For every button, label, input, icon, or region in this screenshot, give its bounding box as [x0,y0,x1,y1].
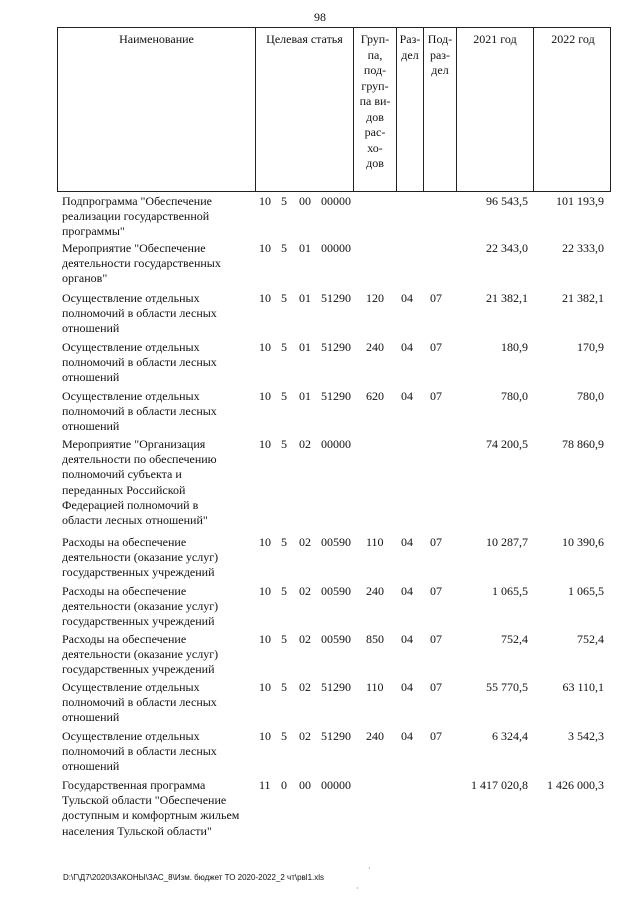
code-program: 10 [259,535,271,549]
header-group-line: па, [367,47,383,62]
footer-file-path: D:\Г\Д7\2020\ЗАКОНЫ\ЗАС_8\Изм. бюджет ТО 2020-2022_2 чт\рвl1.xls [63,873,325,882]
row-name-line: органов" [62,271,108,286]
cell-group: 850 [366,632,384,646]
row-name [62,680,252,726]
cell-2022: 780,0 [577,389,604,403]
cell-section: 04 [401,340,413,354]
code-direction: 51290 [321,729,351,743]
row-name-line: Государственная программа [62,778,206,792]
row-name [62,778,252,839]
cell-subsection: 07 [430,632,442,646]
row-name-line: переданных Российской [62,482,186,497]
cell-2021: 180,9 [501,340,528,354]
code-direction: 51290 [321,680,351,694]
code-subprogram: 5 [281,437,287,451]
row-name-line: Расходы на обеспечение [62,535,187,549]
cell-group: 240 [366,729,384,743]
code-direction: 51290 [321,389,351,403]
header-group-line: Груп- [360,32,390,46]
code-program: 10 [259,194,271,208]
row-name-line: Расходы на обеспечение [62,584,187,598]
row-name-line: отношений [62,759,120,774]
scan-speck: · [368,864,371,873]
row-name-line: Подпрограмма "Обеспечение [62,194,212,208]
page-number: 98 [314,10,326,24]
header-group-line: рас- [364,125,386,139]
cell-subsection: 07 [430,291,442,305]
row-name-line: Тульской области "Обеспечение [62,793,227,808]
row-name-line: государственных учреждений [62,614,215,629]
row-name [62,241,252,287]
row-name-line: Мероприятие "Обеспечение [62,241,206,255]
code-program: 11 [259,778,271,792]
row-name-line: полномочий в области лесных [62,404,217,419]
code-program: 10 [259,729,271,743]
cell-2021: 780,0 [501,389,528,403]
code-subprogram: 5 [281,680,287,694]
cell-section: 04 [401,291,413,305]
row-name-line: полномочий в области лесных [62,695,217,710]
row-name-line: полномочий в области лесных [62,355,217,370]
code-subprogram: 5 [281,729,287,743]
cell-section: 04 [401,729,413,743]
row-name [62,194,252,240]
cell-2022: 1 426 000,3 [547,778,604,792]
row-name-line: государственных учреждений [62,662,215,677]
row-name-line: Осуществление отдельных [62,729,200,743]
cell-2022: 78 860,9 [562,437,604,451]
scan-speck: · [356,884,359,893]
row-name [62,340,252,386]
code-activity: 02 [299,584,311,598]
cell-section: 04 [401,632,413,646]
cell-2021: 55 770,5 [486,680,528,694]
code-program: 10 [259,680,271,694]
row-name-line: Осуществление отдельных [62,389,200,403]
code-direction: 00590 [321,632,351,646]
code-direction: 00590 [321,535,351,549]
row-name-line: Осуществление отдельных [62,291,200,305]
code-activity: 02 [299,729,311,743]
code-program: 10 [259,291,271,305]
cell-subsection: 07 [430,535,442,549]
cell-2022: 21 382,1 [562,291,604,305]
cell-2022: 3 542,3 [568,729,604,743]
row-name-line: отношений [62,710,120,725]
code-activity: 01 [299,340,311,354]
header-group [353,28,396,191]
cell-subsection: 07 [430,340,442,354]
row-name-line: деятельности по обеспечению [62,452,217,467]
code-subprogram: 5 [281,535,287,549]
row-name-line: реализации государственной [62,209,210,224]
header-subsection-line: раз- [429,47,451,62]
row-name-line: деятельности (оказание услуг) [62,599,219,614]
code-direction: 51290 [321,340,351,354]
cell-2022: 10 390,6 [562,535,604,549]
code-subprogram: 5 [281,632,287,646]
cell-section: 04 [401,584,413,598]
cell-subsection: 07 [430,680,442,694]
code-direction: 00000 [321,778,351,792]
header-target-article: Целевая статья [255,28,353,191]
cell-subsection: 07 [430,389,442,403]
code-program: 10 [259,632,271,646]
row-name [62,584,252,630]
code-program: 10 [259,340,271,354]
code-program: 10 [259,437,271,451]
cell-2022: 752,4 [577,632,604,646]
code-activity: 02 [299,632,311,646]
row-name-line: государственных учреждений [62,565,215,580]
cell-2022: 170,9 [577,340,604,354]
code-direction: 00000 [321,437,351,451]
header-group-line: па ви- [359,94,391,108]
row-name-line: Осуществление отдельных [62,680,200,694]
cell-subsection: 07 [430,584,442,598]
header-group-line: дов [366,109,384,124]
cell-subsection: 07 [430,729,442,743]
cell-2022: 101 193,9 [556,194,604,208]
row-name-line: доступным и комфортным жильем [62,808,240,823]
row-name-line: Федерацией полномочий в [62,497,199,512]
code-subprogram: 5 [281,584,287,598]
code-activity: 02 [299,437,311,451]
cell-2021: 10 287,7 [486,535,528,549]
row-name [62,389,252,435]
code-program: 10 [259,241,271,255]
header-subsection-line: дел [431,63,449,77]
row-name-line: отношений [62,370,120,385]
header-group-line: под- [363,63,387,77]
header-subsection-line: Под- [427,32,453,46]
table-header [57,27,611,192]
row-name-line: программы" [62,224,125,239]
row-name [62,729,252,775]
cell-group: 120 [366,291,384,305]
row-name [62,437,252,528]
code-activity: 00 [299,778,311,792]
header-section [396,28,423,191]
cell-2021: 96 543,5 [486,194,528,208]
cell-group: 240 [366,584,384,598]
code-activity: 01 [299,291,311,305]
code-subprogram: 5 [281,389,287,403]
header-section-line: Раз- [399,32,421,46]
cell-2021: 22 343,0 [486,241,528,255]
code-activity: 02 [299,680,311,694]
cell-group: 620 [366,389,384,403]
cell-2021: 1 065,5 [492,584,528,598]
code-subprogram: 5 [281,241,287,255]
header-name: Наименование [119,32,194,46]
header-section-line: дел [401,47,419,62]
code-program: 10 [259,389,271,403]
row-name [62,291,252,337]
cell-2022: 63 110,1 [562,680,604,694]
code-activity: 01 [299,389,311,403]
header-year-2021: 2021 год [456,28,533,191]
row-name-line: полномочий в области лесных [62,744,217,759]
cell-2022: 22 333,0 [562,241,604,255]
code-subprogram: 0 [281,778,287,792]
code-subprogram: 5 [281,291,287,305]
code-subprogram: 5 [281,194,287,208]
cell-2021: 21 382,1 [486,291,528,305]
cell-group: 110 [366,535,384,549]
cell-2021: 74 200,5 [486,437,528,451]
code-activity: 00 [299,194,311,208]
row-name-line: отношений [62,419,120,434]
row-name [62,535,252,581]
code-direction: 00590 [321,584,351,598]
cell-section: 04 [401,535,413,549]
cell-2021: 1 417 020,8 [471,778,528,792]
cell-2021: 752,4 [501,632,528,646]
code-activity: 01 [299,241,311,255]
row-name-line: полномочий субъекта и [62,467,182,482]
header-subsection [423,28,456,191]
row-name-line: деятельности (оказание услуг) [62,647,219,662]
code-direction: 00000 [321,194,351,208]
row-name-line: Расходы на обеспечение [62,632,187,646]
header-group-line: хо- [367,140,383,155]
cell-2022: 1 065,5 [568,584,604,598]
row-name-line: населения Тульской области" [62,823,212,838]
row-name-line: полномочий в области лесных [62,306,217,321]
header-group-line: груп- [361,78,389,93]
code-subprogram: 5 [281,340,287,354]
row-name-line: отношений [62,321,120,336]
code-direction: 00000 [321,241,351,255]
header-year-2022: 2022 год [533,28,612,191]
code-direction: 51290 [321,291,351,305]
row-name-line: деятельности государственных [62,256,221,271]
cell-section: 04 [401,389,413,403]
code-activity: 02 [299,535,311,549]
cell-2021: 6 324,4 [492,729,528,743]
row-name-line: Осуществление отдельных [62,340,200,354]
code-program: 10 [259,584,271,598]
row-name-line: области лесных отношений" [62,513,208,528]
header-group-line: дов [366,156,384,170]
row-name-line: Мероприятие "Организация [62,437,206,451]
cell-group: 240 [366,340,384,354]
cell-group: 110 [366,680,384,694]
cell-section: 04 [401,680,413,694]
row-name [62,632,252,678]
row-name-line: деятельности (оказание услуг) [62,550,219,565]
